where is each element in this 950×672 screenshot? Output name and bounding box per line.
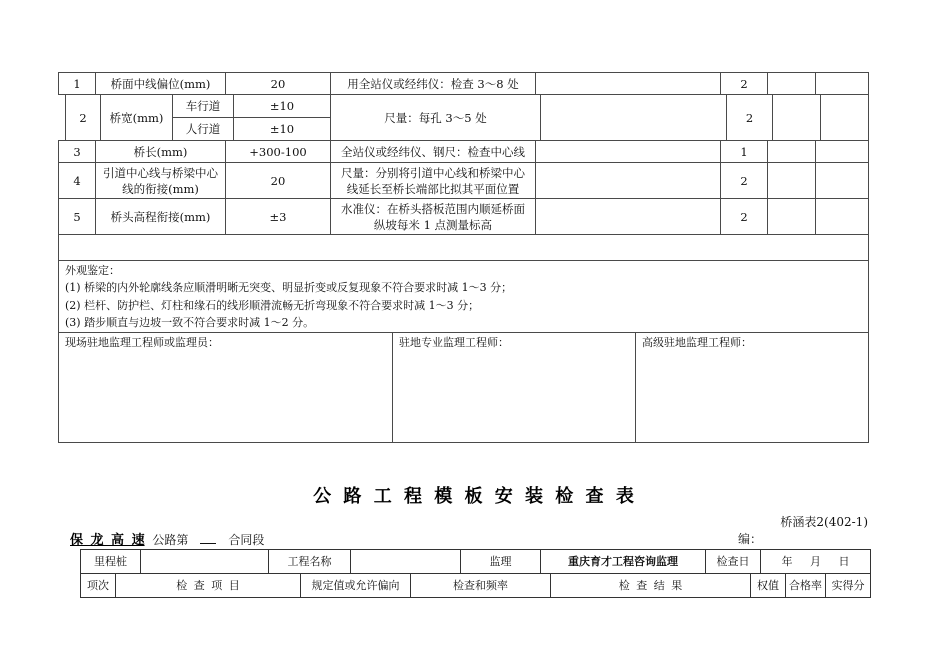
signature-label: 高级驻地监理工程师： <box>642 336 752 349</box>
check-method-line: 线延长至桥长端部比拟其平面位置 <box>346 181 520 196</box>
allowed-deviation: +300-100 <box>225 140 331 163</box>
pass-rate-cell <box>767 140 816 163</box>
score-cell <box>815 72 869 95</box>
check-method: 全站仪或经纬仪、钢尺：检查中心线 <box>330 140 536 163</box>
check-method: 尺量：每孔 3～5 处 <box>330 94 541 141</box>
check-item: 桥宽(mm) <box>100 94 173 141</box>
check-date-value: 年 月 日 <box>760 549 871 574</box>
weight-value: 2 <box>720 72 768 95</box>
supervision-company: 重庆育才工程咨询监理 <box>540 549 706 574</box>
check-method: 用全站仪或经纬仪：检查 3～8 处 <box>330 72 536 95</box>
result-cell <box>535 162 721 199</box>
check-item: 桥长(mm) <box>95 140 226 163</box>
check-item: 桥面中线偏位(mm) <box>95 72 226 95</box>
check-method-line: 纵坡每米 1 点测量标高 <box>373 217 493 232</box>
column-header-allowed-deviation: 规定值或允许偏向 <box>300 573 411 598</box>
appearance-item: (1) 桥梁的内外轮廓线条应顺滑明晰无突变、明显折变或反复现象不符合要求时减 1～3 分； <box>65 281 513 295</box>
contract-line <box>70 531 264 549</box>
row-number: 4 <box>58 162 96 199</box>
station-label: 里程桩 <box>80 549 141 574</box>
allowed-deviation: ±10 <box>233 117 331 141</box>
signature-label: 驻地专业监理工程师： <box>399 336 509 349</box>
row-number: 2 <box>65 94 101 141</box>
check-method-line: 水准仪：在桥头搭板范围内顺延桥面 <box>341 201 525 216</box>
check-item-line: 线的衔接(mm) <box>122 181 199 196</box>
station-value-cell <box>140 549 269 574</box>
pass-rate-cell <box>772 94 821 141</box>
weight-value: 2 <box>726 94 773 141</box>
appearance-evaluation <box>58 260 869 333</box>
signature-resident-engineer <box>392 332 636 443</box>
column-header-method: 检查和频率 <box>410 573 551 598</box>
appearance-item: (3) 踏步顺直与边坡一致不符合要求时减 1～2 分。 <box>65 315 315 329</box>
form-title: 公 路 工 程 模 板 安 装 检 查 表 <box>313 486 637 507</box>
result-cell <box>535 72 721 95</box>
allowed-deviation: ±10 <box>233 94 331 118</box>
pass-rate-cell <box>767 198 816 235</box>
check-method <box>330 198 536 235</box>
column-header-weight: 权值 <box>750 573 786 598</box>
signature-senior-engineer <box>635 332 869 443</box>
score-cell <box>815 162 869 199</box>
score-cell <box>820 94 869 141</box>
column-header-item: 检 查 项 目 <box>115 573 301 598</box>
score-cell <box>815 198 869 235</box>
allowed-deviation: ±3 <box>225 198 331 235</box>
contract-label: 合同段 <box>228 533 265 547</box>
form-code: 桥涵表2(402-1) <box>780 515 868 529</box>
result-cell <box>535 140 721 163</box>
appearance-heading: 外观鉴定： <box>65 264 120 277</box>
allowed-deviation: 20 <box>225 72 331 95</box>
signature-label: 现场驻地监理工程师或监理员： <box>65 336 219 349</box>
column-header-pass-rate: 合格率 <box>785 573 826 598</box>
score-cell <box>815 140 869 163</box>
row-number: 3 <box>58 140 96 163</box>
pass-rate-cell <box>767 162 816 199</box>
project-name-label: 工程名称 <box>268 549 351 574</box>
row-number: 5 <box>58 198 96 235</box>
project-name-value-cell <box>350 549 461 574</box>
sub-item-sidewalk: 人行道 <box>172 117 234 141</box>
check-item <box>95 162 226 199</box>
road-label: 公路第 <box>152 533 189 547</box>
check-date-label: 检查日 <box>705 549 761 574</box>
check-method-line: 尺量：分别将引道中心线和桥梁中心 <box>341 165 525 180</box>
editor-label: 编： <box>738 532 763 546</box>
column-header-score: 实得分 <box>825 573 871 598</box>
weight-value: 1 <box>720 140 768 163</box>
column-header-result: 检 查 结 果 <box>550 573 751 598</box>
row-number: 1 <box>58 72 96 95</box>
sub-item-carriageway: 车行道 <box>172 94 234 118</box>
supervision-label: 监理 <box>460 549 541 574</box>
allowed-deviation: 20 <box>225 162 331 199</box>
weight-value: 2 <box>720 198 768 235</box>
contract-number-blank <box>200 531 216 544</box>
result-cell <box>540 94 727 141</box>
empty-row <box>58 234 869 261</box>
signature-site-engineer <box>58 332 393 443</box>
project-name: 保 龙 高 速 <box>70 533 145 548</box>
appearance-item: (2) 栏杆、防护栏、灯柱和缘石的线形顺滑流畅无折弯现象不符合要求时减 1～3 分； <box>65 298 480 312</box>
pass-rate-cell <box>767 72 816 95</box>
check-item-line: 引道中心线与桥梁中心 <box>103 165 218 180</box>
check-method <box>330 162 536 199</box>
column-header-no: 项次 <box>80 573 116 598</box>
check-item: 桥头高程衔接(mm) <box>95 198 226 235</box>
weight-value: 2 <box>720 162 768 199</box>
result-cell <box>535 198 721 235</box>
